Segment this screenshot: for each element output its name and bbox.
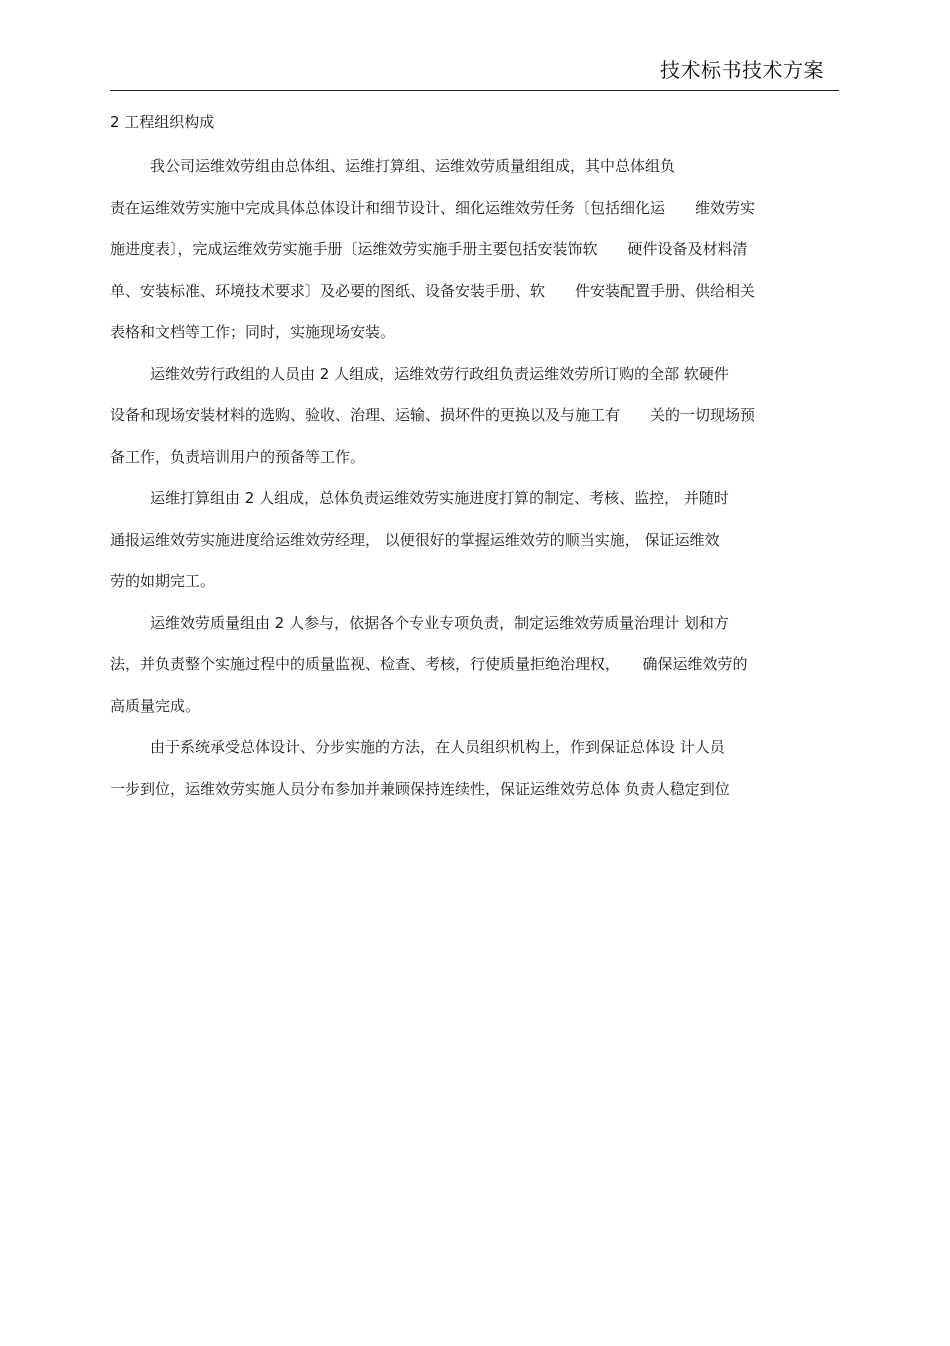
- paragraph-line: 我公司运维效劳组由总体组、运维打算组、运维效劳质量组组成，其中总体组负: [150, 157, 676, 175]
- paragraph-line: 单、安装标准、环境技术要求〕及必要的图纸、设备安装手册、软 件安装配置手册、供给相关: [110, 281, 756, 300]
- header-divider: [110, 90, 839, 91]
- header-title: 技术标书技术方案: [660, 58, 824, 82]
- paragraph-methodology: [110, 727, 814, 810]
- paragraph-line: 运维效劳行政组的人员由 2 人组成，运维效劳行政组负责运维效劳所订购的全部 软硬件: [150, 364, 729, 383]
- paragraph-line: 备工作，负责培训用户的预备等工作。: [110, 447, 366, 466]
- paragraph-line: 劳的如期完工。: [110, 572, 216, 590]
- paragraph-line: 责在运维效劳实施中完成具体总体设计和细节设计、细化运维效劳任务〔包括细化运 维效劳实: [110, 198, 756, 217]
- paragraph-planning-team: [110, 478, 814, 603]
- paragraph-line: 由于系统承受总体设计、分步实施的方法，在人员组织机构上，作到保证总体设 计人员: [150, 738, 725, 756]
- paragraph-line: 表格和文档等工作；同时，实施现场安装。: [110, 323, 396, 341]
- section-title: 2 工程组织构成: [110, 113, 215, 131]
- paragraph-line: 设备和现场安装材料的选购、验收、治理、运输、损坏件的更换以及与施工有 关的一切现场预: [110, 406, 756, 424]
- paragraph-line: 高质量完成。: [110, 696, 201, 715]
- paragraph-line: 运维效劳质量组由 2 人参与，依据各个专业专项负责，制定运维效劳质量治理计 划和方: [150, 613, 729, 632]
- paragraph-line: 运维打算组由 2 人组成，总体负责运维效劳实施进度打算的制定、考核、监控， 并随时: [150, 489, 729, 507]
- paragraph-line: 施进度表〕，完成运维效劳实施手册〔运维效劳实施手册主要包括安装饰软 硬件设备及材料清: [110, 240, 748, 258]
- paragraph-quality-team: [110, 603, 814, 728]
- document-body: [110, 108, 814, 810]
- paragraph-line: 一步到位，运维效劳实施人员分布参加并兼顾保持连续性，保证运维效劳总体 负责人稳定到位: [110, 779, 730, 798]
- paragraph-line: 法，并负责整个实施过程中的质量监视、检查、考核，行使质量拒绝治理权， 确保运维效劳的: [110, 655, 748, 673]
- paragraph-line: 通报运维效劳实施进度给运维效劳经理， 以便很好的掌握运维效劳的顺当实施， 保证运维效: [110, 530, 720, 549]
- paragraph-overall-team: [110, 146, 814, 354]
- paragraph-admin-team: [110, 354, 814, 479]
